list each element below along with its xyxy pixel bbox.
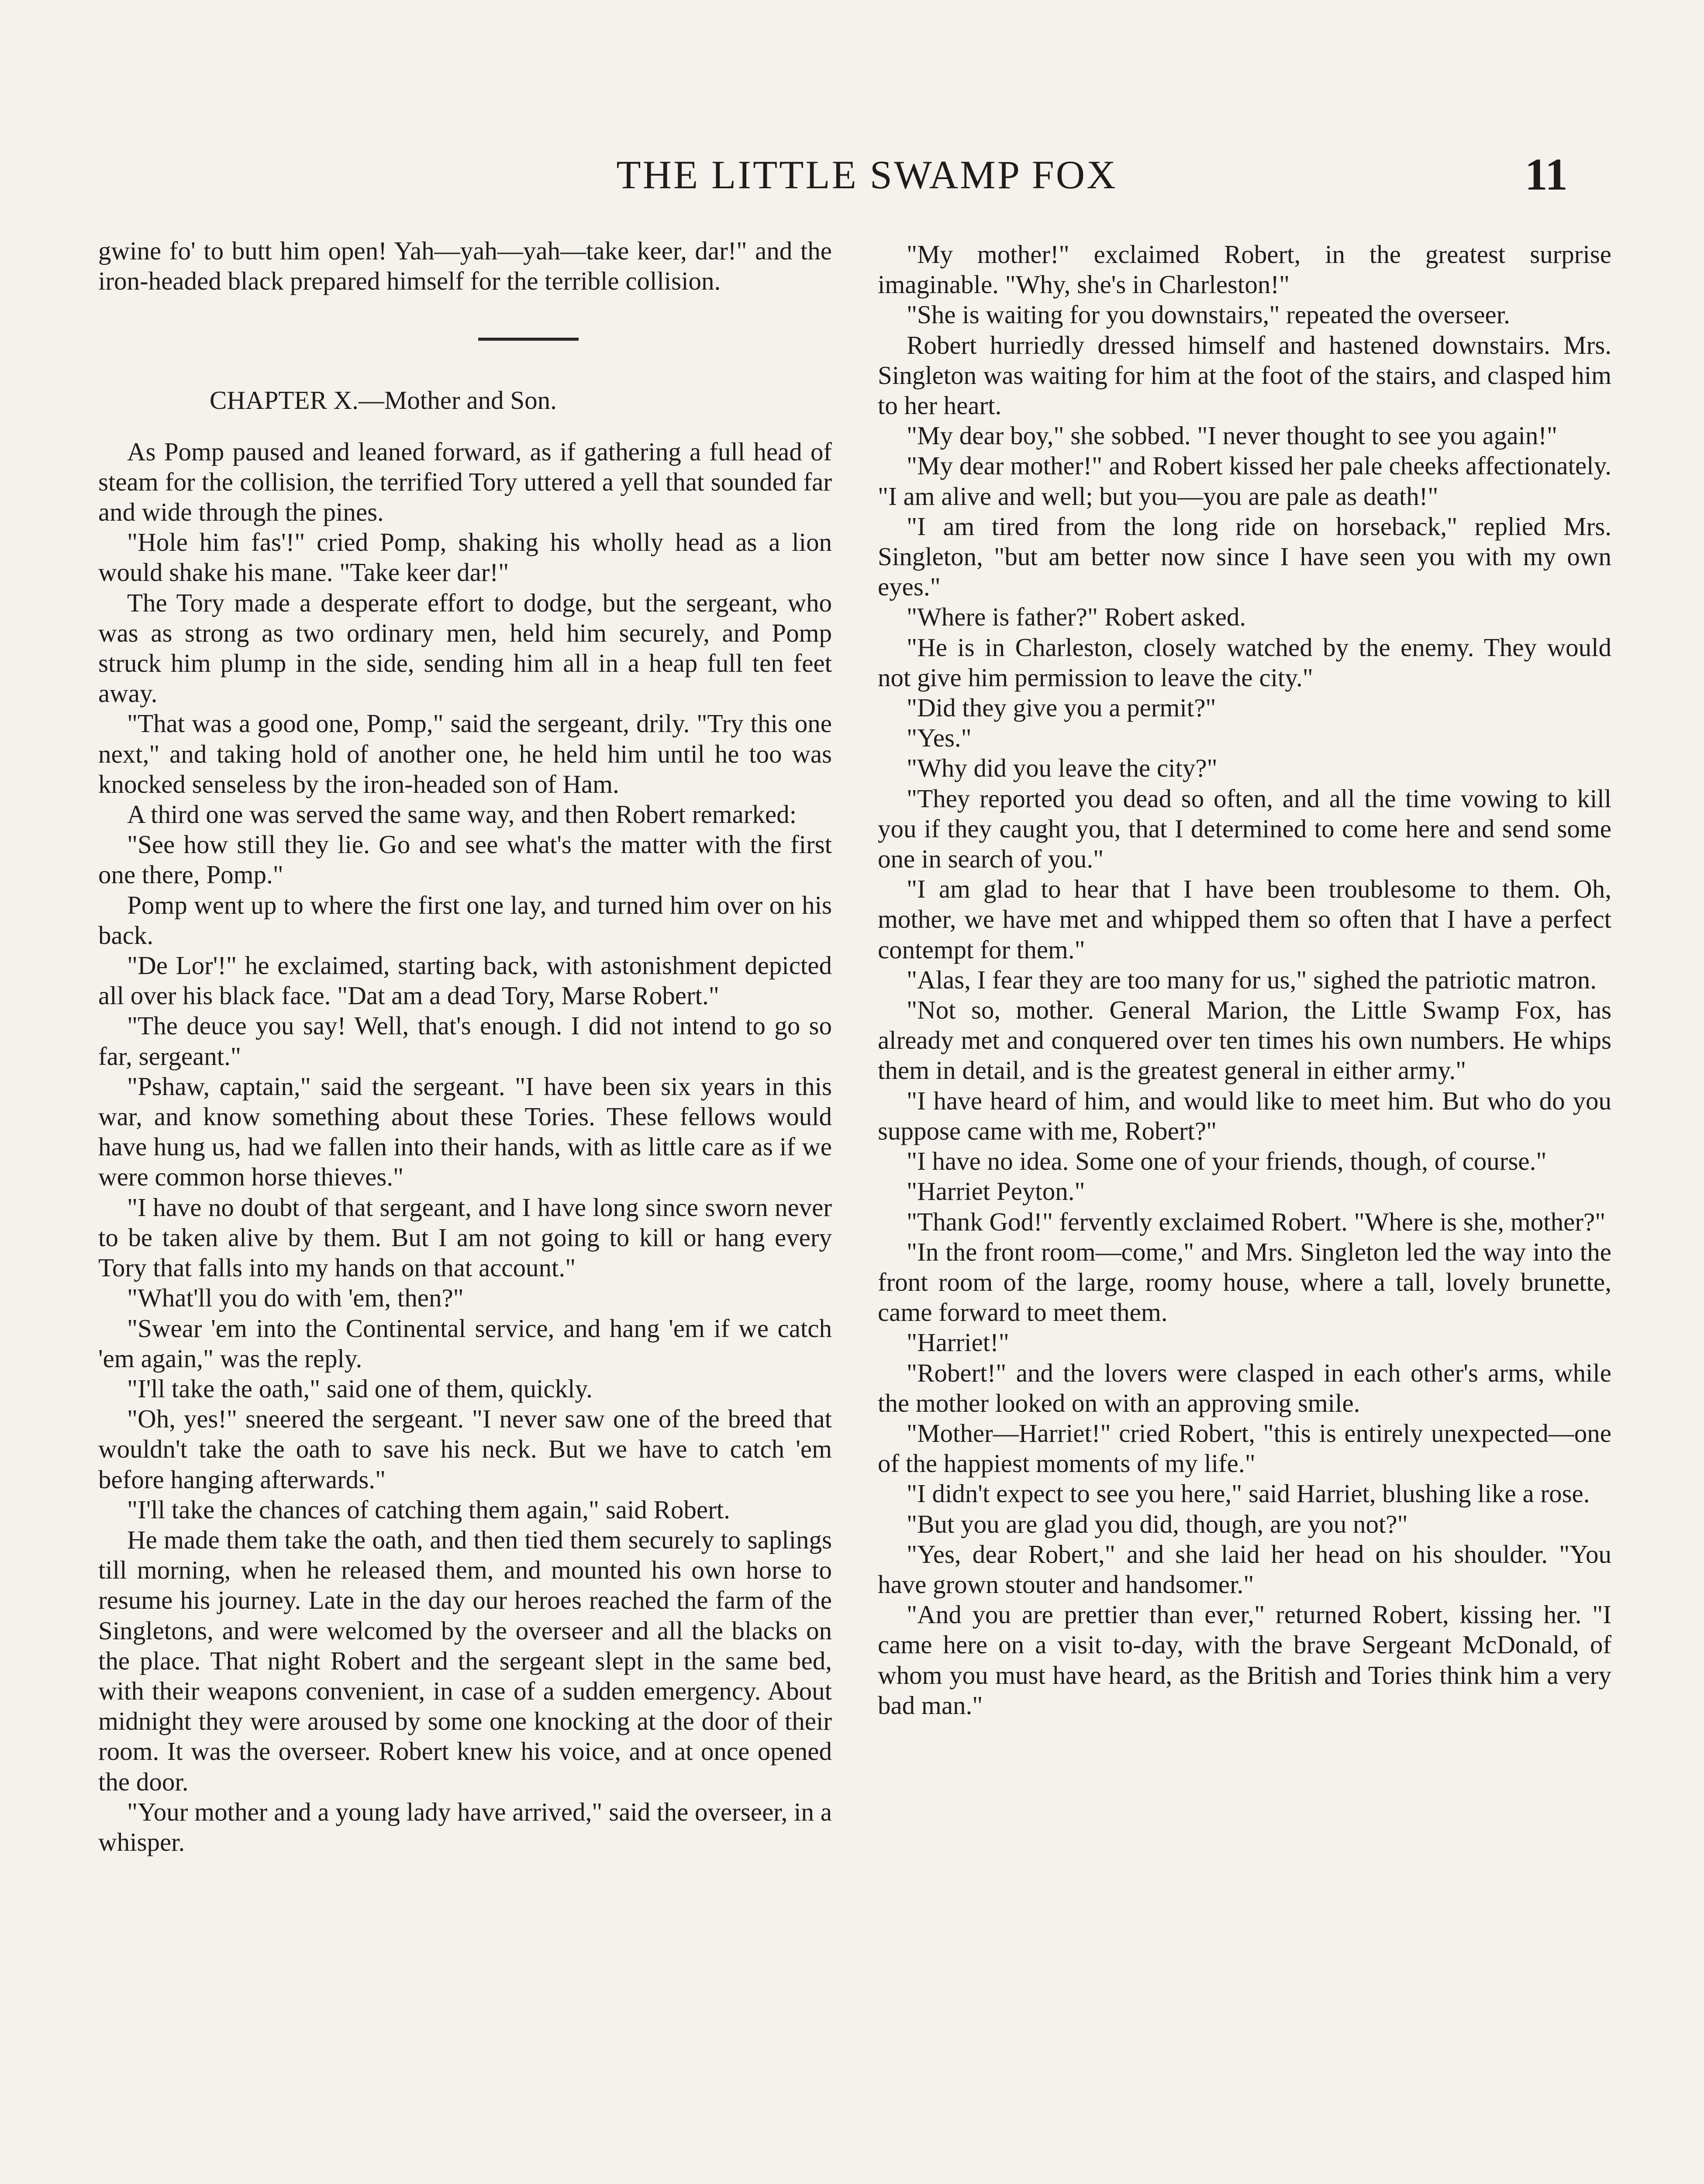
paragraph: A third one was served the same way, and then Robert remarked: <box>127 800 797 829</box>
paragraph: "The deuce you say! Well, that's enough. I did not intend to go so far, sergeant." <box>98 1011 832 1071</box>
paragraph: "Yes, dear Robert," and she laid her head on his shoulder. "You have grown stouter and handsomer." <box>878 1539 1611 1599</box>
paragraph: "She is waiting for you downstairs," repeated the overseer. <box>907 300 1510 329</box>
paragraph: "Harriet!" <box>907 1328 1009 1357</box>
paragraph: "That was a good one, Pomp," said the sergeant, drily. "Try this one next," and taking hold of another one, he held him until he too was knocked senseless by the iron-headed son of Ham. <box>98 709 832 798</box>
paragraph: "Why did you leave the city?" <box>907 753 1218 783</box>
paragraph: "I'll take the chances of catching them again," said Robert. <box>127 1495 730 1524</box>
chapter-title: CHAPTER X.—Mother and Son. <box>210 386 557 415</box>
paragraph: "Swear 'em into the Continental service, and hang 'em if we catch 'em again," was the reply. <box>98 1313 832 1373</box>
page-header <box>166 149 1568 210</box>
paragraph: "Alas, I fear they are too many for us," sighed the patriotic matron. <box>907 965 1597 994</box>
paragraph: Robert hurriedly dressed himself and hastened downstairs. Mrs. Singleton was waiting for him at the foot of the stairs, and clasped him to her heart. <box>878 330 1611 420</box>
paragraph: "Where is father?" Robert asked. <box>907 602 1246 632</box>
paragraph: "Yes." <box>907 723 972 753</box>
right-column <box>878 239 1611 1721</box>
paragraph: "Harriet Peyton." <box>907 1177 1085 1206</box>
paragraph: "I'll take the oath," said one of them, quickly. <box>127 1374 593 1403</box>
paragraph: "What'll you do with 'em, then?" <box>127 1283 464 1313</box>
paragraph: "Did they give you a permit?" <box>907 693 1216 722</box>
paragraph: "They reported you dead so often, and all the time vowing to kill you if they caught you, that I determined to come here and send some one in search of you." <box>878 784 1611 874</box>
paragraph: "I have no doubt of that sergeant, and I have long since sworn never to be taken alive by them. But I am not going to kill or hang every Tory that falls into my hands on that account." <box>98 1192 832 1282</box>
paragraph: "Mother—Harriet!" cried Robert, "this is entirely unexpected—one of the happiest moments of my life." <box>878 1418 1611 1478</box>
paragraph: He made them take the oath, and then tied them securely to saplings till morning, when he released them, and mounted his own horse to resume his journey. Late in the day our heroes reached the farm of the Singletons, and were welcomed by the overseer and all the blacks on the place. That night Robert and the sergeant slept in the same bed, with their weapons convenient, in case of a sudden emergency. About midnight they were aroused by some one knocking at the door of their room. It was the overseer. Robert knew his voice, and at once opened the door. <box>98 1525 832 1796</box>
paragraph: "Thank God!" fervently exclaimed Robert. "Where is she, mother?" <box>907 1207 1606 1236</box>
paragraph: "But you are glad you did, though, are you not?" <box>907 1509 1408 1538</box>
section-divider <box>478 338 579 341</box>
paragraph: "Your mother and a young lady have arrived," said the overseer, in a whisper. <box>98 1797 832 1856</box>
paragraph: "Oh, yes!" sneered the sergeant. "I never saw one of the breed that wouldn't take the oath to save his neck. But we have to catch 'em before hanging afterwards." <box>98 1404 832 1494</box>
page-number: 11 <box>1525 149 1568 200</box>
paragraph: "De Lor'!" he exclaimed, starting back, with astonishment depicted all over his black face. "Dat am a dead Tory, Marse Robert." <box>98 951 832 1010</box>
paragraph: "My dear mother!" and Robert kissed her pale cheeks affectionately. "I am alive and well; but you—you are pale as death!" <box>878 451 1611 511</box>
paragraph: "And you are prettier than ever," returned Robert, kissing her. "I came here on a visit to-day, with the brave Sergeant McDonald, of whom you must have heard, as the British and Tories think him a very bad man." <box>878 1600 1611 1720</box>
paragraph: "Not so, mother. General Marion, the Little Swamp Fox, has already met and conquered over ten times his own numbers. He whips them in detail, and is the greatest general in either army." <box>878 995 1611 1085</box>
paragraph: "I have no idea. Some one of your friends, though, of course." <box>907 1147 1547 1176</box>
paragraph: "I didn't expect to see you here," said Harriet, blushing like a rose. <box>907 1479 1590 1508</box>
paragraph: The Tory made a desperate effort to dodge, but the sergeant, who was as strong as two ordinary men, held him securely, and Pomp struck him plump in the side, sending him all in a heap full ten feet away. <box>98 588 832 708</box>
paragraph: Pomp went up to where the first one lay, and turned him over on his back. <box>98 890 832 950</box>
paragraph: "Robert!" and the lovers were clasped in each other's arms, while the mother looked on with an approving smile. <box>878 1358 1611 1417</box>
paragraph: "I am glad to hear that I have been troublesome to them. Oh, mother, we have met and whipped them so often that I have a perfect contempt for them." <box>878 874 1611 964</box>
paragraph: "Hole him fas'!" cried Pomp, shaking his wholly head as a lion would shake his mane. "Take keer dar!" <box>98 528 832 587</box>
paragraph: "I have heard of him, and would like to meet him. But who do you suppose came with me, Robert?" <box>878 1086 1611 1145</box>
continued-paragraph: gwine fo' to butt him open! Yah—yah—yah—take keer, dar!" and the iron-headed black prepared himself for the terrible collision. <box>98 236 832 296</box>
paragraph: "My mother!" exclaimed Robert, in the greatest surprise imaginable. "Why, she's in Charleston!" <box>878 240 1611 299</box>
paragraph: As Pomp paused and leaned forward, as if gathering a full head of steam for the collision, the terrified Tory uttered a yell that sounded far and wide through the pines. <box>98 437 832 527</box>
paragraph: "In the front room—come," and Mrs. Singleton led the way into the front room of the large, roomy house, where a tall, lovely brunette, came forward to meet them. <box>878 1237 1611 1327</box>
paragraph: "Pshaw, captain," said the sergeant. "I have been six years in this war, and know something about these Tories. These fellows would have hung us, had we fallen into their hands, with as little care as if we were common horse thieves." <box>98 1071 832 1192</box>
running-title: THE LITTLE SWAMP FOX <box>616 152 1118 197</box>
left-column <box>98 236 832 1857</box>
paragraph: "See how still they lie. Go and see what's the matter with the first one there, Pomp." <box>98 830 832 889</box>
paragraph: "I am tired from the long ride on horseback," replied Mrs. Singleton, "but am better now since I have seen you with my own eyes." <box>878 511 1611 601</box>
paragraph: "My dear boy," she sobbed. "I never thought to see you again!" <box>907 421 1558 450</box>
paragraph: "He is in Charleston, closely watched by the enemy. They would not give him permission to leave the city." <box>878 632 1611 692</box>
